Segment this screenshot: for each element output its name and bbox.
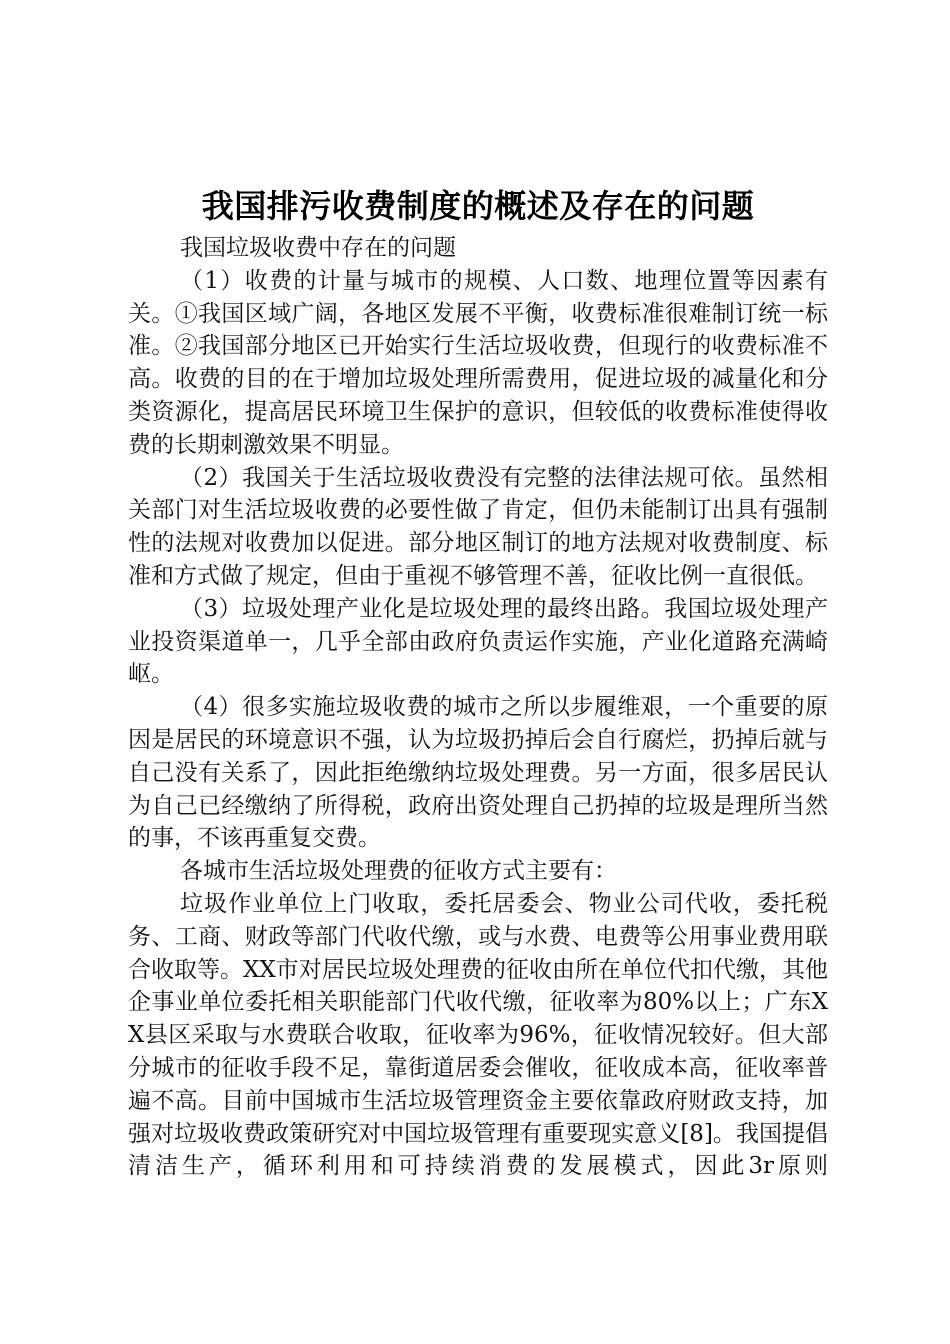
paragraph-1: （1）收费的计量与城市的规模、人口数、地理位置等因素有关。①我国区域广阔，各地区发展不平衡，收费标准很难制订统一标准。②我国部分地区已开始实行生活垃圾收费，但现行的收费标准不高。收费的目的在于增加垃圾处理所需费用，促进垃圾的减量化和分类资源化，提高居民环境卫生保护的意识，但较低的收费标准使得收费的长期刺激效果不明显。 bbox=[128, 267, 828, 458]
paragraph-3: （3）垃圾处理产业化是垃圾处理的最终出路。我国垃圾处理产业投资渠道单一，几乎全部由政府负责运作实施，产业化道路充满崎岖。 bbox=[128, 595, 828, 688]
section-heading: 我国垃圾收费中存在的问题 bbox=[180, 235, 456, 261]
collection-methods-heading: 各城市生活垃圾处理费的征收方式主要有： bbox=[180, 858, 617, 885]
paragraph-2: （2）我国关于生活垃圾收费没有完整的法律法规可依。虽然相关部门对生活垃圾收费的必要性做了肯定，但仍未能制订出具有强制性的法规对收费加以促进。部分地区制订的地方法规对收费制度、标准和方式做了规定，但由于重视不够管理不善，征收比例一直很低。 bbox=[128, 464, 828, 589]
document-title: 我国排污收费制度的概述及存在的问题 bbox=[201, 187, 755, 225]
paragraph-collection-methods: 垃圾作业单位上门收取，委托居委会、物业公司代收，委托税务、工商、财政等部门代收代缴，或与水费、电费等公用事业费用联合收取等。XX市对居民垃圾处理费的征收由所在单位代扣代缴，其他企事业单位委托相关职能部门代收代缴，征收率为80%以上；广东XX县区采取与水费联合收取，征收率为96%，征收情况较好。但大部分城市的征收手段不足，靠街道居委会催收，征收成本高，征收率普遍不高。目前中国城市生活垃圾管理资金主要依靠政府财政支持，加强对垃圾收费政策研究对中国垃圾管理有重要现实意义[8]。我国提倡清洁生产，循环利用和可持续消费的发展模式，因此3r原则 bbox=[128, 890, 828, 1180]
document-body bbox=[128, 232, 828, 1183]
paragraph-4: （4）很多实施垃圾收费的城市之所以步履维艰，一个重要的原因是居民的环境意识不强，认为垃圾扔掉后会自行腐烂，扔掉后就与自己没有关系了，因此拒绝缴纳垃圾处理费。另一方面，很多居民认为自己已经缴纳了所得税，政府出资处理自己扔掉的垃圾是理所当然的事，不该再重复交费。 bbox=[128, 694, 828, 852]
